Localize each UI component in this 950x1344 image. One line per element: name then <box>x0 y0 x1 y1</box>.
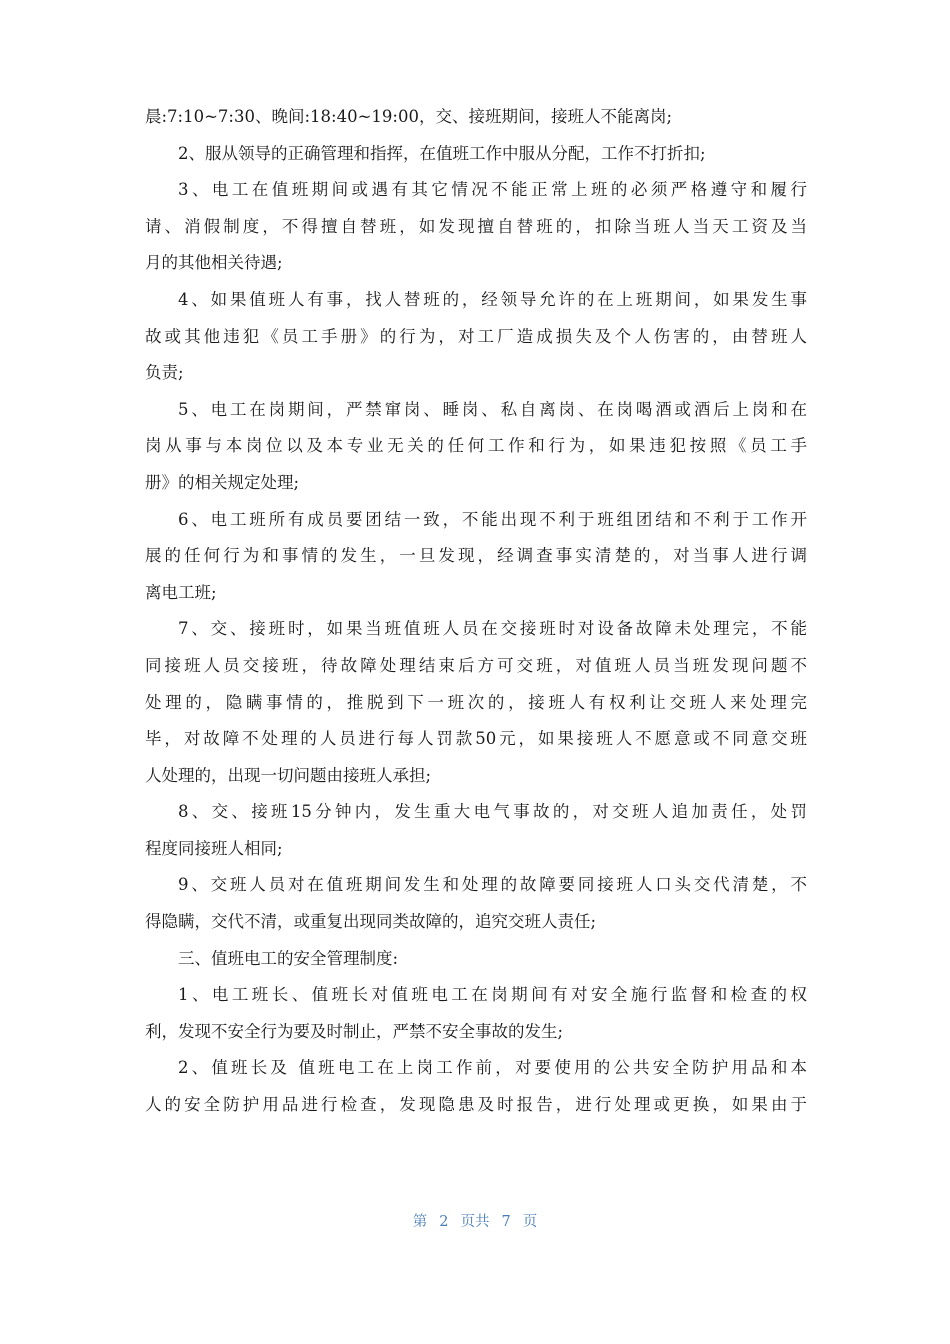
page-label-ye: 页 <box>522 1214 538 1230</box>
text-line: 9、交班人员对在值班期间发生和处理的故障要同接班人口头交代清楚，不 <box>178 875 807 895</box>
text-line: 毕，对故障不处理的人员进行每人罚款50元，如果接班人不愿意或不同意交班 <box>145 729 807 749</box>
text-line: 2、值班长及 值班电工在上岗工作前，对要使用的公共安全防护用品和本 <box>178 1058 807 1078</box>
text-line: 册》的相关规定处理; <box>145 472 300 492</box>
text-line: 人处理的，出现一切问题由接班人承担; <box>145 765 432 785</box>
text-line: 3、电工在值班期间或遇有其它情况不能正常上班的必须严格遵守和履行 <box>178 180 807 200</box>
text-line: 岗从事与本岗位以及本专业无关的任何工作和行为，如果违犯按照《员工手 <box>145 436 807 456</box>
text-line: 离电工班; <box>145 582 217 602</box>
text-line: 8、交、接班15分钟内，发生重大电气事故的，对交班人追加责任，处罚 <box>178 802 807 822</box>
text-line: 故或其他违犯《员工手册》的行为，对工厂造成损失及个人伤害的，由替班人 <box>145 326 807 346</box>
text-line: 利，发现不安全行为要及时制止，严禁不安全事故的发生; <box>145 1021 564 1041</box>
text-line: 7、交、接班时，如果当班值班人员在交接班时对设备故障未处理完，不能 <box>178 619 807 639</box>
page-footer <box>0 1210 950 1231</box>
text-line: 月的其他相关待遇; <box>145 253 283 273</box>
text-line: 晨:7:10~7:30、晚间:18:40~19:00，交、接班期间，接班人不能离岗; <box>145 107 673 126</box>
text-line: 展的任何行为和事情的发生，一旦发现，经调查事实清楚的，对当事人进行调 <box>145 546 807 566</box>
text-line: 同接班人员交接班，待故障处理结束后方可交班，对值班人员当班发现问题不 <box>145 655 807 675</box>
text-line: 5、电工在岗期间，严禁窜岗、睡岗、私自离岗、在岗喝酒或酒后上岗和在 <box>178 399 807 419</box>
text-line: 1、电工班长、值班长对值班电工在岗期间有对安全施行监督和检查的权 <box>178 985 807 1005</box>
text-line: 程度同接班人相同; <box>145 838 283 858</box>
text-line: 4、如果值班人有事，找人替班的，经领导允许的在上班期间，如果发生事 <box>178 289 807 309</box>
document-body <box>145 99 807 1124</box>
page-label-di: 第 <box>412 1214 428 1230</box>
section-heading: 三、值班电工的安全管理制度: <box>178 948 399 968</box>
text-line: 处理的，隐瞒事情的，推脱到下一班次的，接班人有权利让交班人来处理完 <box>145 692 807 712</box>
total-page-number: 7 <box>501 1214 511 1230</box>
current-page-number: 2 <box>439 1214 449 1230</box>
text-line: 6、电工班所有成员要团结一致，不能出现不利于班组团结和不利于工作开 <box>178 509 807 529</box>
text-line: 得隐瞒，交代不清，或重复出现同类故障的，追究交班人责任; <box>145 912 597 932</box>
text-line: 请、消假制度，不得擅自替班，如发现擅自替班的，扣除当班人当天工资及当 <box>145 216 807 236</box>
page-label-ye-gong: 页共 <box>460 1214 490 1230</box>
text-line: 人的安全防护用品进行检查，发现隐患及时报告，进行处理或更换，如果由于 <box>145 1095 807 1115</box>
text-line: 2、服从领导的正确管理和指挥，在值班工作中服从分配，工作不打折扣; <box>178 143 706 163</box>
text-line: 负责; <box>145 363 184 383</box>
